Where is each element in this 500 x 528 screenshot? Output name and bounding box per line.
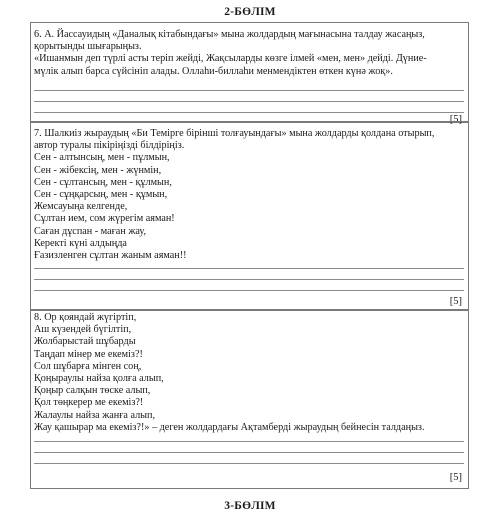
task-8-line: Жалаулы найза жанға алып, — [34, 409, 156, 421]
task-8-line: Таңдап мінер ме екеміз?! — [34, 348, 143, 360]
task-8-line: 8. Ор қояндай жүгіртіп, — [34, 312, 137, 323]
task-7-line: Сен - алтынсың, мен - пұлмын, — [34, 152, 170, 164]
task-7-line: Сен - сұңқарсың, мен - құмын, — [34, 189, 168, 201]
section-title-2: 2-БӨЛІМ — [224, 6, 276, 18]
task-8-line: Қоңыр салқын төске алып, — [34, 385, 151, 397]
task-8-line: Қоңыраулы найза қолға алып, — [34, 373, 164, 385]
section-title-3: 3-БӨЛІМ — [224, 500, 276, 512]
task-7-line: Ғазизленген сұлтан жаным аяман!! — [34, 250, 187, 262]
task-8-line: Жолбарыстай шұбарды — [34, 336, 136, 348]
task-7-line: Керекті күні алдыңда — [34, 237, 127, 249]
task-6-line: «Ишанмын деп түрлі асты теріп жейді, Жақсыларды көзге ілмей «мен, мен» дейді. Дүние- — [34, 53, 427, 65]
task-6-line: 6. А. Йассауидың «Даналық кітабындағы» мына жолдардың мағынасына талдау жасаңыз, — [34, 29, 425, 40]
task-8-line: Сол шұбарға мінген соң, — [34, 360, 142, 372]
task-6-score: [5] — [449, 114, 462, 125]
answer-line[interactable] — [34, 279, 464, 280]
task-7-line: Сен - жібексің, мен - жүнмін, — [34, 164, 162, 176]
answer-line[interactable] — [34, 268, 464, 269]
answer-line[interactable] — [34, 452, 464, 453]
task-8-score: [5] — [449, 472, 462, 483]
task-6-line: мүлік алып барса сүйсініп алады. Оллаһи-биллаһи менмендіктен өткен күнә жоқ». — [34, 65, 393, 77]
task-7-text — [34, 128, 466, 262]
task-8-text — [34, 312, 466, 434]
task-6-text — [34, 29, 466, 78]
task-7-line: Сұлтан ием, сом жүрегім аяман! — [34, 213, 175, 225]
answer-line[interactable] — [34, 290, 464, 291]
answer-line[interactable] — [34, 463, 464, 464]
task-7-line: Жемсауыңа келгенде, — [34, 201, 128, 213]
task-7-line: автор туралы пікіріңізді білдіріңіз. — [34, 140, 185, 152]
task-8-line: Жау қашырар ма екеміз?!» – деген жолдардағы Ақтамберді жыраудың бейнесін талдаңыз. — [34, 421, 425, 433]
task-7-score: [5] — [449, 296, 462, 307]
task-7-line: Сен - сұлтансың, мен - құлмын, — [34, 176, 172, 188]
answer-line[interactable] — [34, 441, 464, 442]
task-8-line: Қол төңкерер ме екеміз?! — [34, 397, 144, 409]
answer-line[interactable] — [34, 101, 464, 102]
task-6-line: қорытынды шығарыңыз. — [34, 41, 142, 53]
answer-line[interactable] — [34, 112, 464, 113]
task-8-line: Аш күзендей бүгілтіп, — [34, 324, 132, 336]
task-7-line: 7. Шалкиіз жыраудың «Би Темірге бірінші толғауындағы» мына жолдарды қолдана отырып, — [34, 128, 435, 139]
task-7-line: Саған дұспан - маған жау, — [34, 225, 146, 237]
answer-line[interactable] — [34, 90, 464, 91]
